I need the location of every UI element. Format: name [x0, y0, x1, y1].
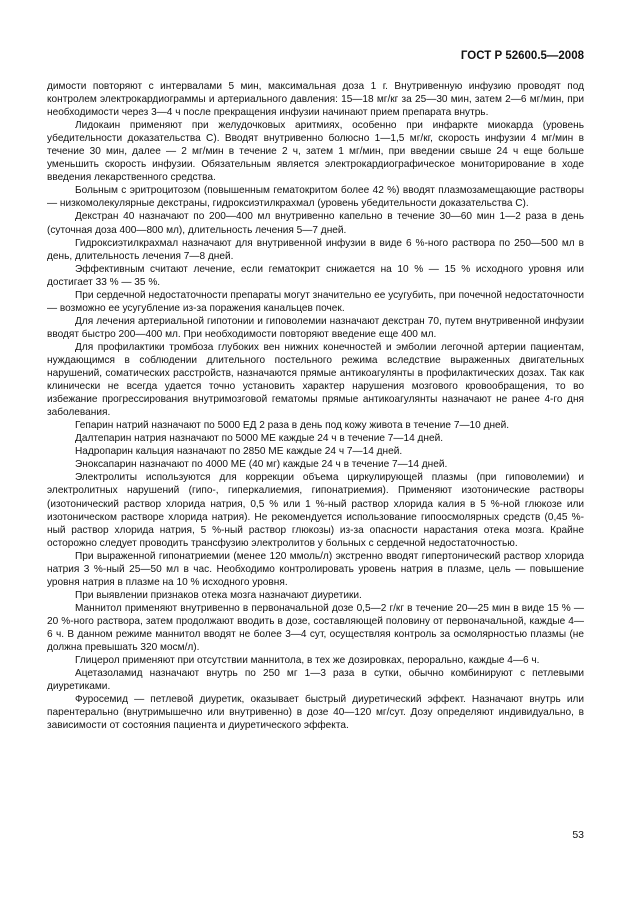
paragraph-thrombosis-prophylaxis: Для профилактики тромбоза глубоких вен нижних конечностей и эмболии легочной артерии пациентам, нуждающимся в соблюдении длительного постельного режима вследствие выраженных двигательных нарушений, соматических расстройств, назначаются прямые антикоагулянты в профилактических дозах. Так как клинически не всегда удается точно установить характер нарушения мозгового кровообращения, то во избежание прогрессирования внутримозговой гематомы прямые антикоагулянты назначают не ранее 4-го дня заболевания.: [47, 341, 584, 419]
page-header: ГОСТ Р 52600.5—2008: [460, 50, 584, 62]
paragraph-brain-edema: При выявлении признаков отека мозга назначают диуретики.: [75, 589, 362, 601]
paragraph-electrolytes: Электролиты используются для коррекции объема циркулирующей плазмы (при гиповолемии) и электролитных нарушений (гипо-, гиперкалиемия, гипонатриемия). Применяют изотонические растворы (изотонический раствор хлорида натрия, 0,5 % или 1 %-ный раствор хлорида калия в 5 %-ной глюкозе или изотоническом растворе хлорида натрия). Не рекомендуется использование гипоосмолярных средств (0,45 %-ный раствор хлорида натрия, 5 %-ный раствор глюкозы) из-за опасности нарастания отека мозга. Крайне осторожно следует проводить трансфузию электролитов у больных с сердечной недостаточностью.: [47, 472, 584, 549]
paragraph-erythrocytosis: Больным с эритроцитозом (повышенным гематокритом более 42 %) вводят плазмозамещающие растворы — низкомолекулярные декстраны, гидроксиэтилкрахмал (уровень убедительности доказательства С).: [47, 185, 584, 210]
paragraph-acetazolamide: Ацетазоламид назначают внутрь по 250 мг 1—3 раза в сутки, обычно комбинируют с петлевыми диуретиками.: [47, 668, 584, 693]
document-body: [47, 80, 584, 732]
paragraph-dalteparin: Далтепарин натрия назначают по 5000 МЕ каждые 24 ч в течение 7—14 дней.: [75, 433, 444, 445]
paragraph-mannitol: Маннитол применяют внутривенно в первоначальной дозе 0,5—2 г/кг в течение 20—25 мин в виде 15 % — 20 %-ного раствора, затем продолжают вводить в дозе, составляющей половину от первоначальной, каждые 4—6 ч. В данном режиме маннитол вводят не более 3—4 сут, осуществляя контроль за осмолярностью плазмы (не должна превышать 320 мосм/л).: [47, 602, 584, 654]
page-number: 53: [572, 829, 584, 841]
paragraph-continuation: димости повторяют с интервалами 5 мин, максимальная доза 1 г. Внутривенную инфузию проводят под контролем электрокардиограммы и артериального давления: 15—18 мг/кг за 25—30 мин, затем 2—6 мг/мин, при необходимости через 3—4 ч после прекращения инфузии начинают прием препарата внутрь.: [47, 81, 584, 119]
paragraph-efficacy: Эффективным считают лечение, если гематокрит снижается на 10 % — 15 % исходного уровня или достигает 33 % — 35 %.: [47, 263, 584, 288]
paragraph-hyponatremia: При выраженной гипонатриемии (менее 120 ммоль/л) экстренно вводят гипертонический раствор хлорида натрия 3 %-ный 25—50 мл в час. Необходимо контролировать уровень натрия в плазме, цель — повышение уровня натрия в плазме на 10 % исходного уровня.: [47, 550, 584, 588]
paragraph-heart-failure: При сердечной недостаточности препараты могут значительно ее усугубить, при почечной недостаточности — возможно ее усугубление из-за поражения канальцев почек.: [47, 289, 584, 314]
paragraph-heparin: Гепарин натрий назначают по 5000 ЕД 2 раза в день под кожу живота в течение 7—10 дней.: [75, 420, 510, 432]
paragraph-hypotension: Для лечения артериальной гипотонии и гиповолемии назначают декстран 70, путем внутривенной инфузии вводят быстро 200—400 мл. При необходимости повторяют введение еще 400 мл.: [47, 315, 584, 340]
paragraph-enoxaparin: Эноксапарин назначают по 4000 МЕ (40 мг) каждые 24 ч в течение 7—14 дней.: [75, 459, 448, 471]
paragraph-lidocaine: Лидокаин применяют при желудочковых аритмиях, особенно при инфаркте миокарда (уровень убедительности доказательства С). Вводят внутривенно болюсно 1—1,5 мг/кг, скорость инфузии 4 мг/мин в течение 30 мин, далее — 2 мг/мин в течение 2 ч, затем 1 мг/мин, при введении свыше 24 ч еще больше уменьшить скорость инфузии. Обязательным является электрокардиографическое мониторирование в ходе введения лекарственного средства.: [47, 120, 584, 184]
paragraph-furosemide: Фуросемид — петлевой диуретик, оказывает быстрый диуретический эффект. Назначают внутрь или парентерально (внутримышечно или внутривенно) в дозе 40—120 мг/сут. Дозу определяют индивидуально, в зависимости от состояния пациента и диуретического эффекта.: [47, 694, 584, 732]
paragraph-hydroxyethyl-starch: Гидроксиэтилкрахмал назначают для внутривенной инфузии в виде 6 %-ного раствора по 250—500 мл в день, длительность лечения 7—8 дней.: [47, 237, 584, 262]
paragraph-glycerol: Глицерол применяют при отсутствии маннитола, в тех же дозировках, перорально, каждые 4—6 ч.: [75, 655, 540, 667]
paragraph-dextran-40: Декстран 40 назначают по 200—400 мл внутривенно капельно в течение 30—60 мин 1—2 раза в день (суточная доза 400—800 мл), длительность лечения 5—7 дней.: [47, 211, 584, 236]
paragraph-nadroparin: Надропарин кальция назначают по 2850 МЕ каждые 24 ч 7—14 дней.: [75, 446, 403, 458]
